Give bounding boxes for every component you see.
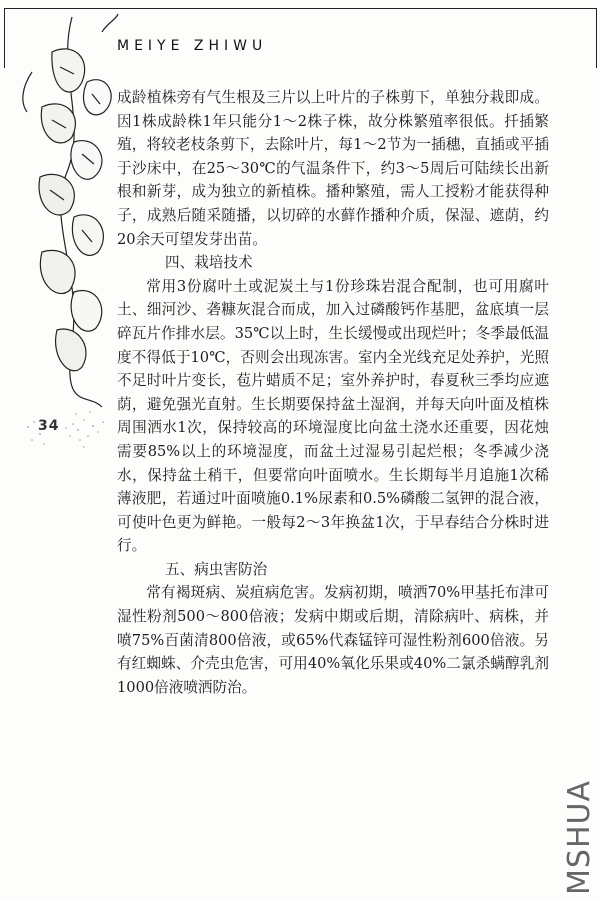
running-header: MEIYE ZHIWU xyxy=(117,38,268,54)
paragraph-cultivation: 常用3份腐叶土或泥炭土与1份珍珠岩混合配制，也可用腐叶土、细河沙、砻糠灰混合而成，加入过磷酸钙作基肥，盆底填一层碎瓦片作排水层。35℃以上时，生长缓慢或出现烂叶；冬季最低温度不得低于10℃，否则会出现冻害。室内全光线充足处养护，光照不足时叶片变长，苞片蜡质不足；室外养护时，春夏秋三季均应遮荫，避免强光直射。生长期要保持盆土湿润，并每天向叶面及植株周围洒水1次，保持较高的环境湿度比向盆土浇水还重要，因花烛需要85%以上的环境湿度，而盆土过湿易引起烂根；冬季减少浇水，保持盆土稍干，但要常向叶面喷水。生长期每半月追施1次稀薄液肥，若通过叶面喷施0.1%尿素和0.5%磷酸二氢钾的混合液，可使叶色更为鲜艳。一般每2～3年换盆1次，于早春结合分株时进行。 xyxy=(117,277,549,555)
left-margin-line xyxy=(4,8,5,68)
stipple-decoration xyxy=(18,392,113,462)
watermark: MSHUA xyxy=(562,780,597,895)
paragraph-pests: 常有褐斑病、炭疽病危害。发病初期，喷洒70%甲基托布津可湿性粉剂500～800倍液；发病中期或后期，清除病叶、病株，并喷75%百菌清800倍液，或65%代森锰锌可湿性粉剂600倍液。另有红蜘蛛、介壳虫危害，可用40%氧化乐果或40%二氯杀螨醇乳剂1000倍液喷洒防治。 xyxy=(117,584,549,696)
paragraph-propagation: 成龄植株旁有气生根及三片以上叶片的子株剪下，单独分栽即成。因1株成龄株1年只能分1～2株子株，故分株繁殖率很低。扦插繁殖，将较老枝条剪下，去除叶片，每1～2节为一插穗，直插或平插于沙床中，在25～30℃的气温条件下，约3～5周后可陆续长出新根和新芽，成为独立的新植株。播种繁殖，需人工授粉才能获得种子，成熟后随采随播，以切碎的水藓作播种介质，保湿、遮荫，约20余天可望发芽出苗。 xyxy=(117,89,549,248)
body-text xyxy=(117,86,549,699)
top-border xyxy=(4,8,597,9)
vine-illustration xyxy=(12,12,124,412)
section-heading-cultivation: 四、栽培技术 xyxy=(165,254,253,272)
page-number: 34 xyxy=(38,418,60,434)
right-margin-line xyxy=(596,8,597,68)
section-heading-pests: 五、病虫害防治 xyxy=(165,560,268,578)
